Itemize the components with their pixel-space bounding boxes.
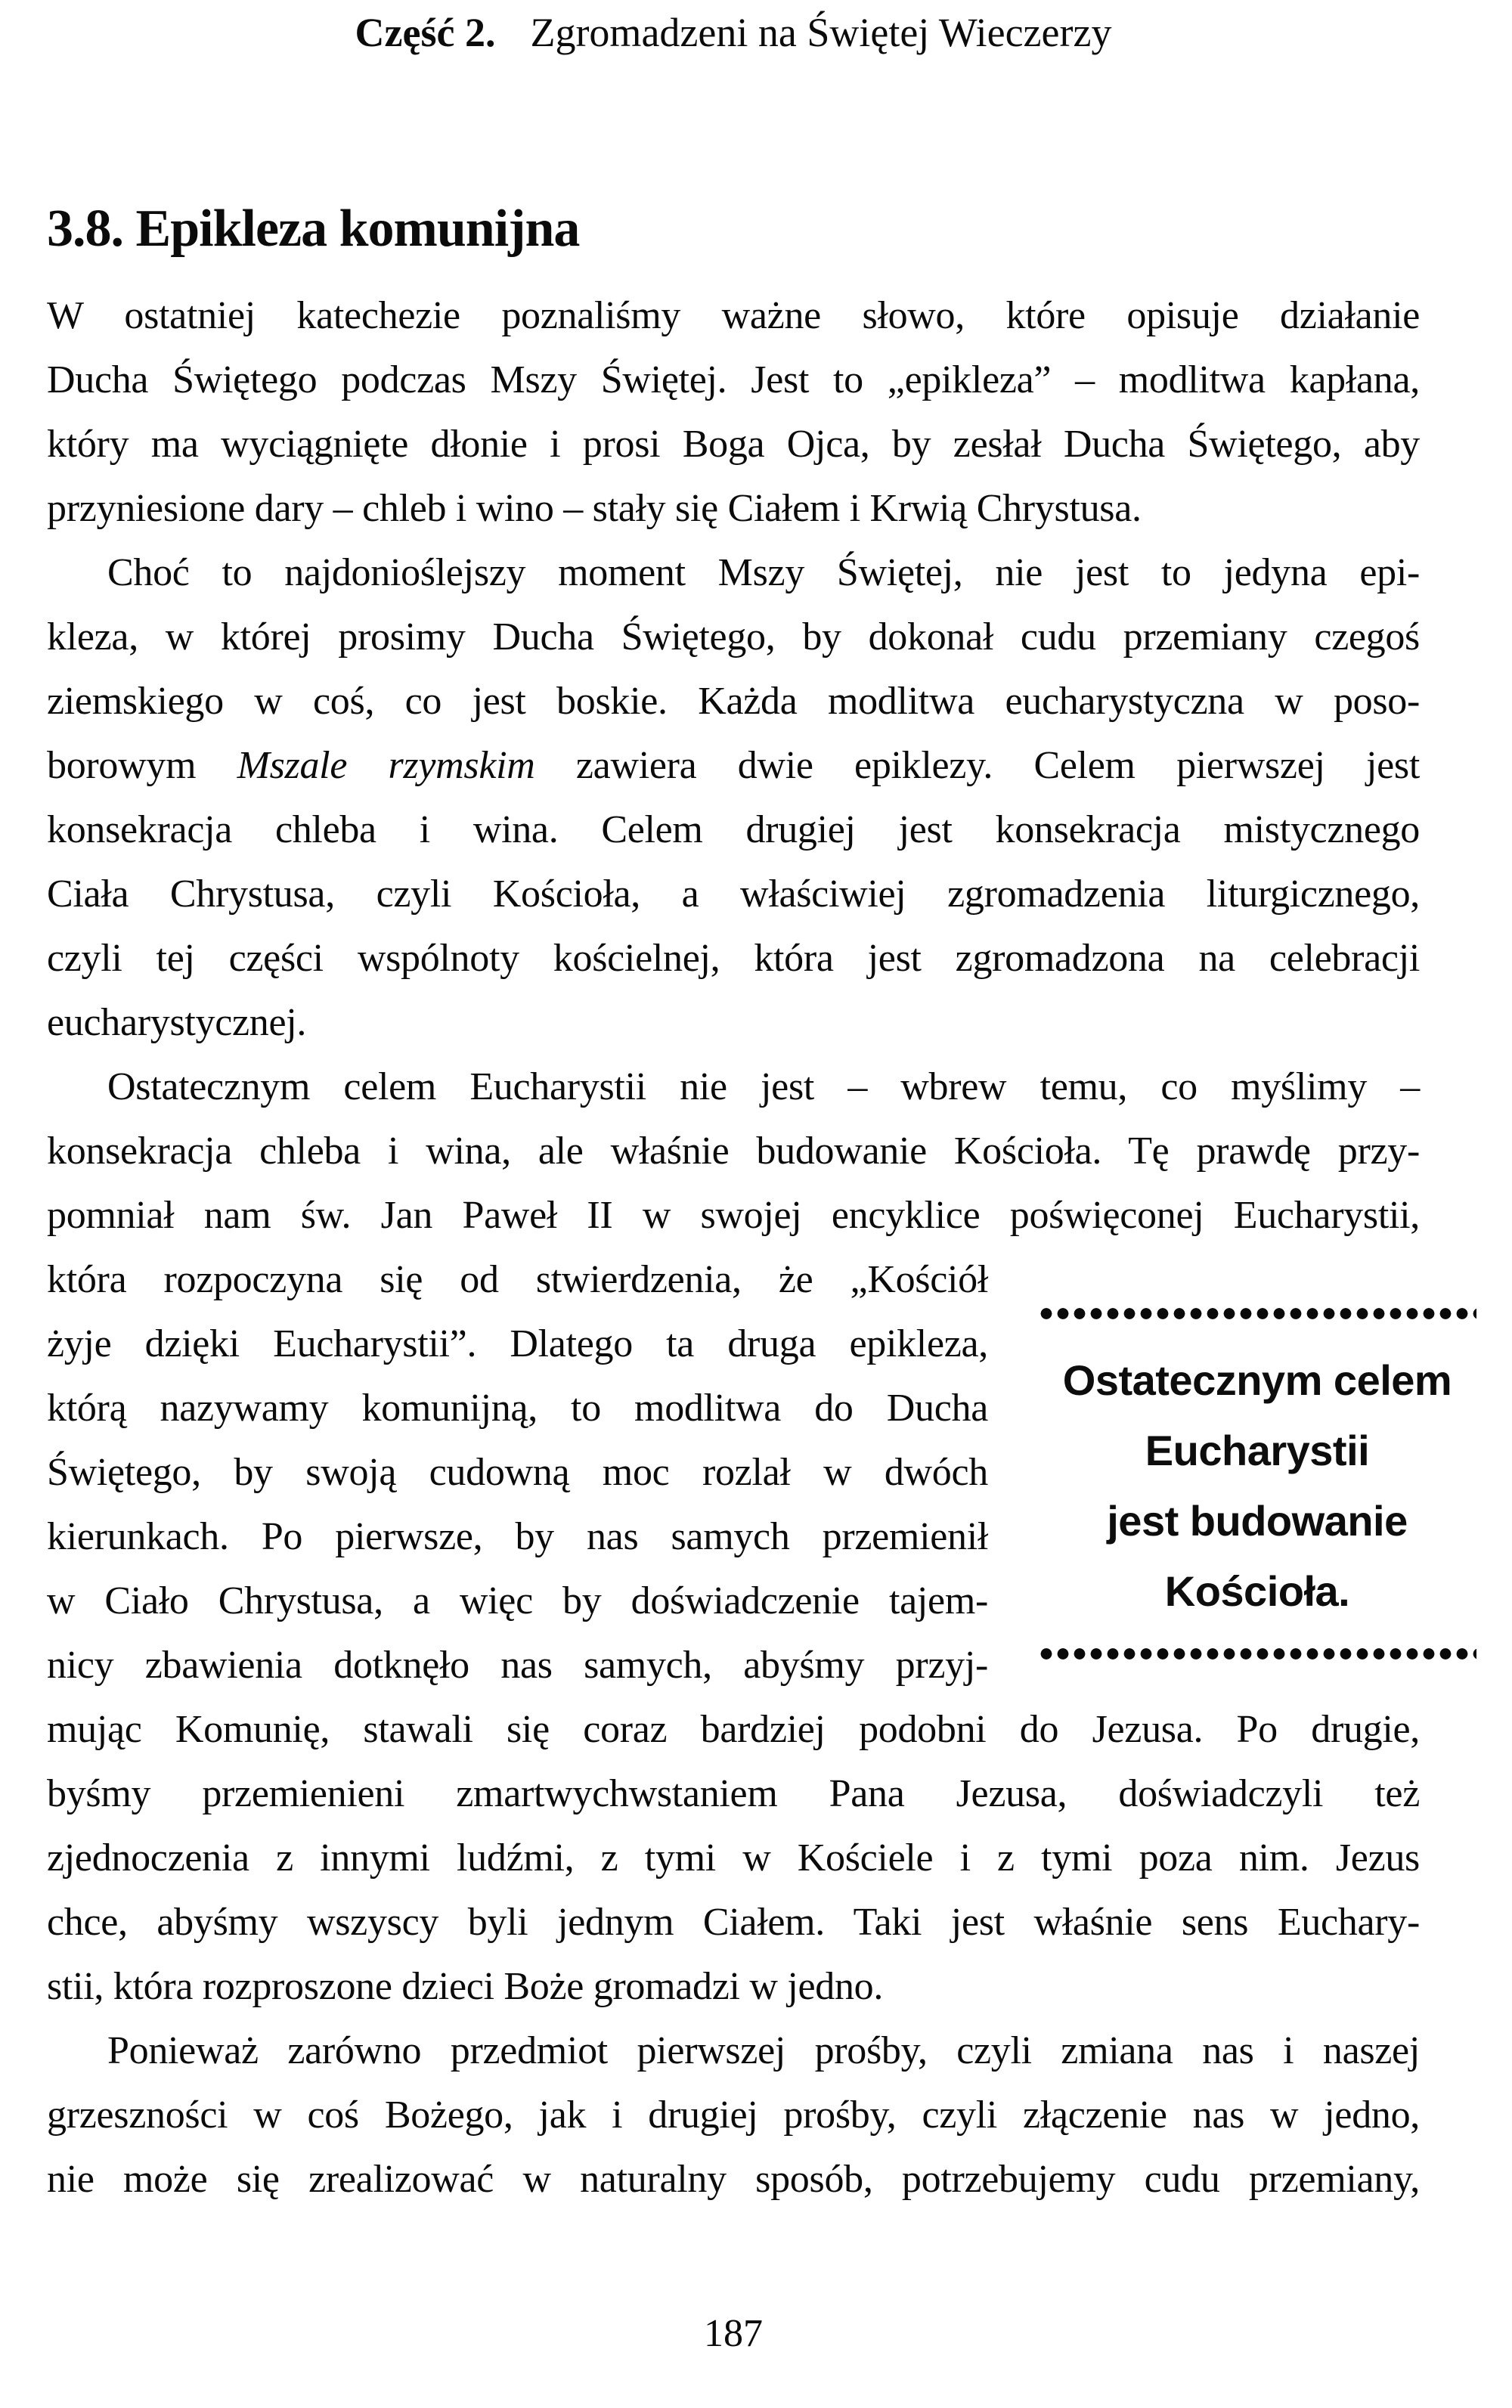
running-head-part-label: Część 2. (355, 10, 496, 55)
body-line: którą nazywamy komunijną, to modlitwa do Ducha (47, 1387, 988, 1430)
body-line: pomniał nam św. Jan Paweł II w swojej encyklice poświęconej Eucharystii, (47, 1194, 1420, 1237)
body-line: grzeszności w coś Bożego, jak i drugiej prośby, czyli złączenie nas w jedno, (47, 2093, 1420, 2137)
body-line: konsekracja chleba i wina, ale właśnie budowanie Kościoła. Tę prawdę przy- (47, 1130, 1420, 1173)
body-line: w Ciało Chrystusa, a więc by doświadczenie tajem- (47, 1579, 988, 1622)
pull-quote-line: Ostatecznym celem (1062, 1356, 1452, 1404)
italic-text: Mszale rzymskim (237, 744, 535, 787)
body-line: nicy zbawienia dotknęło nas samych, abyśmy przyj- (47, 1644, 988, 1687)
pull-quote-dotted-rule-bottom (1038, 1647, 1476, 1660)
body-line: czyli tej części wspólnoty kościelnej, która jest zgromadzona na celebracji (47, 937, 1420, 980)
body-line: Świętego, by swoją cudowną moc rozlał w dwóch (47, 1451, 988, 1494)
body-line: konsekracja chleba i wina. Celem drugiej jest konsekracja mistycznego (47, 808, 1420, 851)
body-line: żyje dzięki Eucharystii”. Dlatego ta druga epikleza, (47, 1322, 988, 1365)
body-line: chce, abyśmy wszyscy byli jednym Ciałem. Taki jest właśnie sens Euchary- (47, 1901, 1420, 1944)
body-line: Ciała Chrystusa, czyli Kościoła, a właściwiej zgromadzenia liturgicznego, (47, 872, 1420, 916)
body-line: nie może się zrealizować w naturalny sposób, potrzebujemy cudu przemiany, (47, 2158, 1420, 2201)
body-line: Ducha Świętego podczas Mszy Świętej. Jest to „epikleza” – modlitwa kapłana, (47, 358, 1420, 401)
body-line: byśmy przemienieni zmartwychwstaniem Pana Jezusa, doświadczyli też (47, 1772, 1420, 1815)
pull-quote-line: Eucharystii (1145, 1427, 1370, 1474)
pull-quote-dotted-rule-top (1038, 1307, 1476, 1320)
body-line: przyniesione dary – chleb i wino – stały się Ciałem i Krwią Chrystusa. (47, 487, 1142, 530)
pull-quote-line: jest budowanie (1107, 1497, 1408, 1545)
running-head (47, 9, 1420, 56)
body-line: który ma wyciągnięte dłonie i prosi Boga Ojca, by zesłał Ducha Świętego, aby (47, 423, 1420, 466)
body-line: kleza, w której prosimy Ducha Świętego, by dokonał cudu przemiany czegoś (47, 615, 1420, 659)
body-line: ziemskiego w coś, co jest boskie. Każda modlitwa eucharystyczna w poso- (47, 680, 1420, 723)
running-head-part-title: Zgromadzeni na Świętej Wieczerzy (530, 10, 1112, 55)
body-line: eucharystycznej. (47, 1001, 307, 1044)
body-line (47, 733, 1420, 798)
text-segment: borowym (47, 744, 237, 787)
section-title: 3.8. Epikleza komunijna (47, 200, 580, 258)
body-line: W ostatniej katechezie poznaliśmy ważne słowo, które opisuje działanie (47, 294, 1420, 337)
body-line: Choć to najdonioślejszy moment Mszy Świętej, nie jest to jedyna epi- (107, 551, 1420, 594)
body-line: stii, która rozproszone dzieci Boże gromadzi w jedno. (47, 1965, 884, 2008)
body-line: Ostatecznym celem Eucharystii nie jest – wbrew temu, co myślimy – (107, 1065, 1420, 1108)
body-line: mując Komunię, stawali się coraz bardziej podobni do Jezusa. Po drugie, (47, 1708, 1420, 1751)
body-text (47, 284, 1420, 2211)
page-number: 187 (704, 2312, 763, 2355)
body-line: Ponieważ zarówno przedmiot pierwszej prośby, czyli zmiana nas i naszej (107, 2029, 1420, 2072)
body-line: która rozpoczyna się od stwierdzenia, że „Kościół (47, 1258, 988, 1301)
text-segment: zawiera dwie epiklezy. Celem pierwszej jest (534, 744, 1420, 787)
body-line: kierunkach. Po pierwsze, by nas samych przemienił (47, 1515, 988, 1558)
pull-quote (1038, 1345, 1476, 1626)
pull-quote-line: Kościoła. (1164, 1567, 1350, 1615)
body-line: zjednoczenia z innymi ludźmi, z tymi w Kościele i z tymi poza nim. Jezus (47, 1836, 1420, 1880)
